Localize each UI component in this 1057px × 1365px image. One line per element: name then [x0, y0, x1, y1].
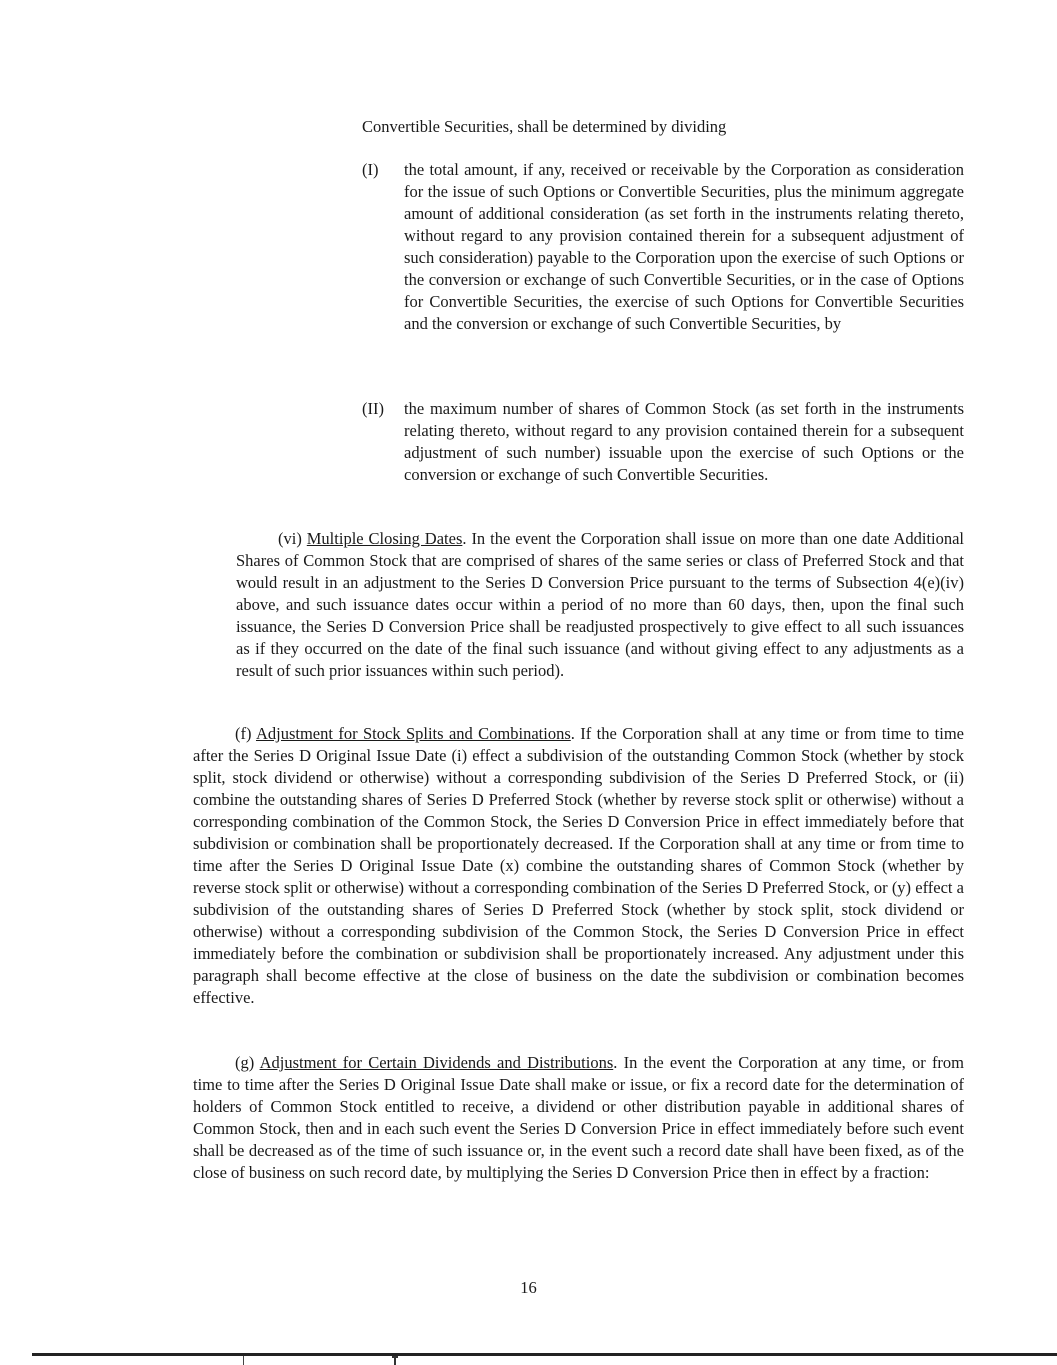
clause-marker: (II)	[362, 399, 384, 418]
paragraph-body: In the event the Corporation shall issue on more than one date Additional Shares of Common Stock that are comprised of shares of the same series or class of Preferred Stock and that would result in an adjustment to the Series D Conversion Price pursuant to the terms of Subsection 4(e)(iv) above, and such issuance dates occur within a period of no more than 60 days, then, upon the final such issuance, the Series D Conversion Price shall be readjusted prospectively to give effect to all such issuances as if they occurred on the date of the final such issuance (and without giving effect to any adjustments as a result of such prior issuances within such period).	[236, 529, 965, 680]
clause-text: the maximum number of shares of Common Stock (as set forth in the instruments relating thereto, without regard to any provision contained therein for a subsequent adjustment of such number) issuable upon the exercise of such Options or the conversion or exchange of such Convertible Securities.	[404, 399, 964, 484]
footer-tick	[243, 1356, 244, 1365]
clause-item-I	[362, 159, 964, 335]
paragraph-heading: Adjustment for Certain Dividends and Distributions	[259, 1053, 614, 1072]
paragraph-body: If the Corporation shall at any time or from time to time after the Series D Original Issue Date (i) effect a subdivision of the outstanding Common Stock (whether by stock split, stock dividend or otherwise) without a corresponding subdivision of the Series D Preferred Stock, or (ii) combine the outstanding shares of Series D Preferred Stock (whether by reverse stock split or otherwise) without a corresponding combination of the Common Stock, the Series D Conversion Price in effect immediately before that subdivision or combination shall be proportionately decreased. If the Corporation shall at any time or from time to time after the Series D Original Issue Date (x) combine the outstanding shares of Common Stock (whether by reverse stock split or otherwise) without a corresponding combination of the Series D Preferred Stock, or (y) effect a subdivision of the outstanding shares of Series D Preferred Stock (whether by stock split, stock dividend or otherwise) without a corresponding subdivision of the Common Stock, the Series D Conversion Price in effect immediately before the combination or subdivision shall be proportionately increased. Any adjustment under this paragraph shall become effective at the close of business on the date the subdivision or combination becomes effective.	[193, 724, 964, 1007]
paragraph-vi: (vi) Multiple Closing Dates. In the event the Corporation shall issue on more than one date Additional Shares of Common Stock that are comprised of shares of the same series or class of Preferred Stock and that would result in an adjustment to the Series D Conversion Price pursuant to the terms of Subsection 4(e)(iv) above, and such issuance dates occur within a period of no more than 60 days, then, upon the final such issuance, the Series D Conversion Price shall be readjusted prospectively to give effect to all such issuances as if they occurred on the date of the final such issuance (and without giving effect to any adjustments as a result of such prior issuances within such period).	[236, 529, 965, 680]
clause-text: the total amount, if any, received or receivable by the Corporation as consideration for the issue of such Options or Convertible Securities, plus the minimum aggregate amount of additional consideration (as set forth in the instruments relating thereto, without regard to any provision contained therein for a subsequent adjustment of such consideration) payable to the Corporation upon the exercise of such Options or the conversion or exchange of such Convertible Securities, or in the case of Options for Convertible Securities, the exercise of such Options for Convertible Securities and the conversion or exchange of such Convertible Securities, by	[404, 160, 964, 333]
footer-rule	[32, 1353, 1057, 1356]
paragraph-label: (f)	[235, 724, 252, 743]
paragraph-heading: Adjustment for Stock Splits and Combinations	[255, 724, 571, 743]
paragraph-label: (vi)	[278, 529, 302, 548]
page-number: 16	[520, 1278, 537, 1297]
intro-line: Convertible Securities, shall be determined by dividing	[362, 117, 727, 136]
footer-tick	[392, 1356, 398, 1365]
paragraph-label: (g)	[235, 1053, 255, 1072]
paragraph-g: (g) Adjustment for Certain Dividends and Distributions. In the event the Corporation at any time, or from time to time after the Series D Original Issue Date shall make or issue, or fix a record date for the determination of holders of Common Stock entitled to receive, a dividend or other distribution payable in additional shares of Common Stock, then and in each such event the Series D Conversion Price in effect immediately before such event shall be decreased as of the time of such issuance or, in the event such a record date shall have been fixed, as of the close of business on such record date, by multiplying the Series D Conversion Price then in effect by a fraction:	[193, 1053, 965, 1182]
paragraph-body: In the event the Corporation at any time, or from time to time after the Series D Original Issue Date shall make or issue, or fix a record date for the determination of holders of Common Stock entitled to receive, a dividend or other distribution payable in additional shares of Common Stock, then and in each such event the Series D Conversion Price in effect immediately before such event shall be decreased as of the time of such issuance or, in the event such a record date shall have been fixed, as of the close of business on such record date, by multiplying the Series D Conversion Price then in effect by a fraction:	[193, 1053, 965, 1182]
clause-item-II	[362, 398, 964, 486]
paragraph-heading: Multiple Closing Dates	[306, 529, 463, 548]
paragraph-f: (f) Adjustment for Stock Splits and Combinations. If the Corporation shall at any time or from time to time after the Series D Original Issue Date (i) effect a subdivision of the outstanding Common Stock (whether by stock split, stock dividend or otherwise) without a corresponding subdivision of the Series D Preferred Stock, or (ii) combine the outstanding shares of Series D Preferred Stock (whether by reverse stock split or otherwise) without a corresponding combination of the Common Stock, the Series D Conversion Price in effect immediately before that subdivision or combination shall be proportionately decreased. If the Corporation shall at any time or from time to time after the Series D Original Issue Date (x) combine the outstanding shares of Common Stock (whether by reverse stock split or otherwise) without a corresponding combination of the Series D Preferred Stock, or (y) effect a subdivision of the outstanding shares of Series D Preferred Stock (whether by stock split, stock dividend or otherwise) without a corresponding subdivision of the Common Stock, the Series D Conversion Price in effect immediately before the combination or subdivision shall be proportionately increased. Any adjustment under this paragraph shall become effective at the close of business on the date the subdivision or combination becomes effective.	[193, 724, 964, 1007]
clause-marker: (I)	[362, 160, 379, 179]
